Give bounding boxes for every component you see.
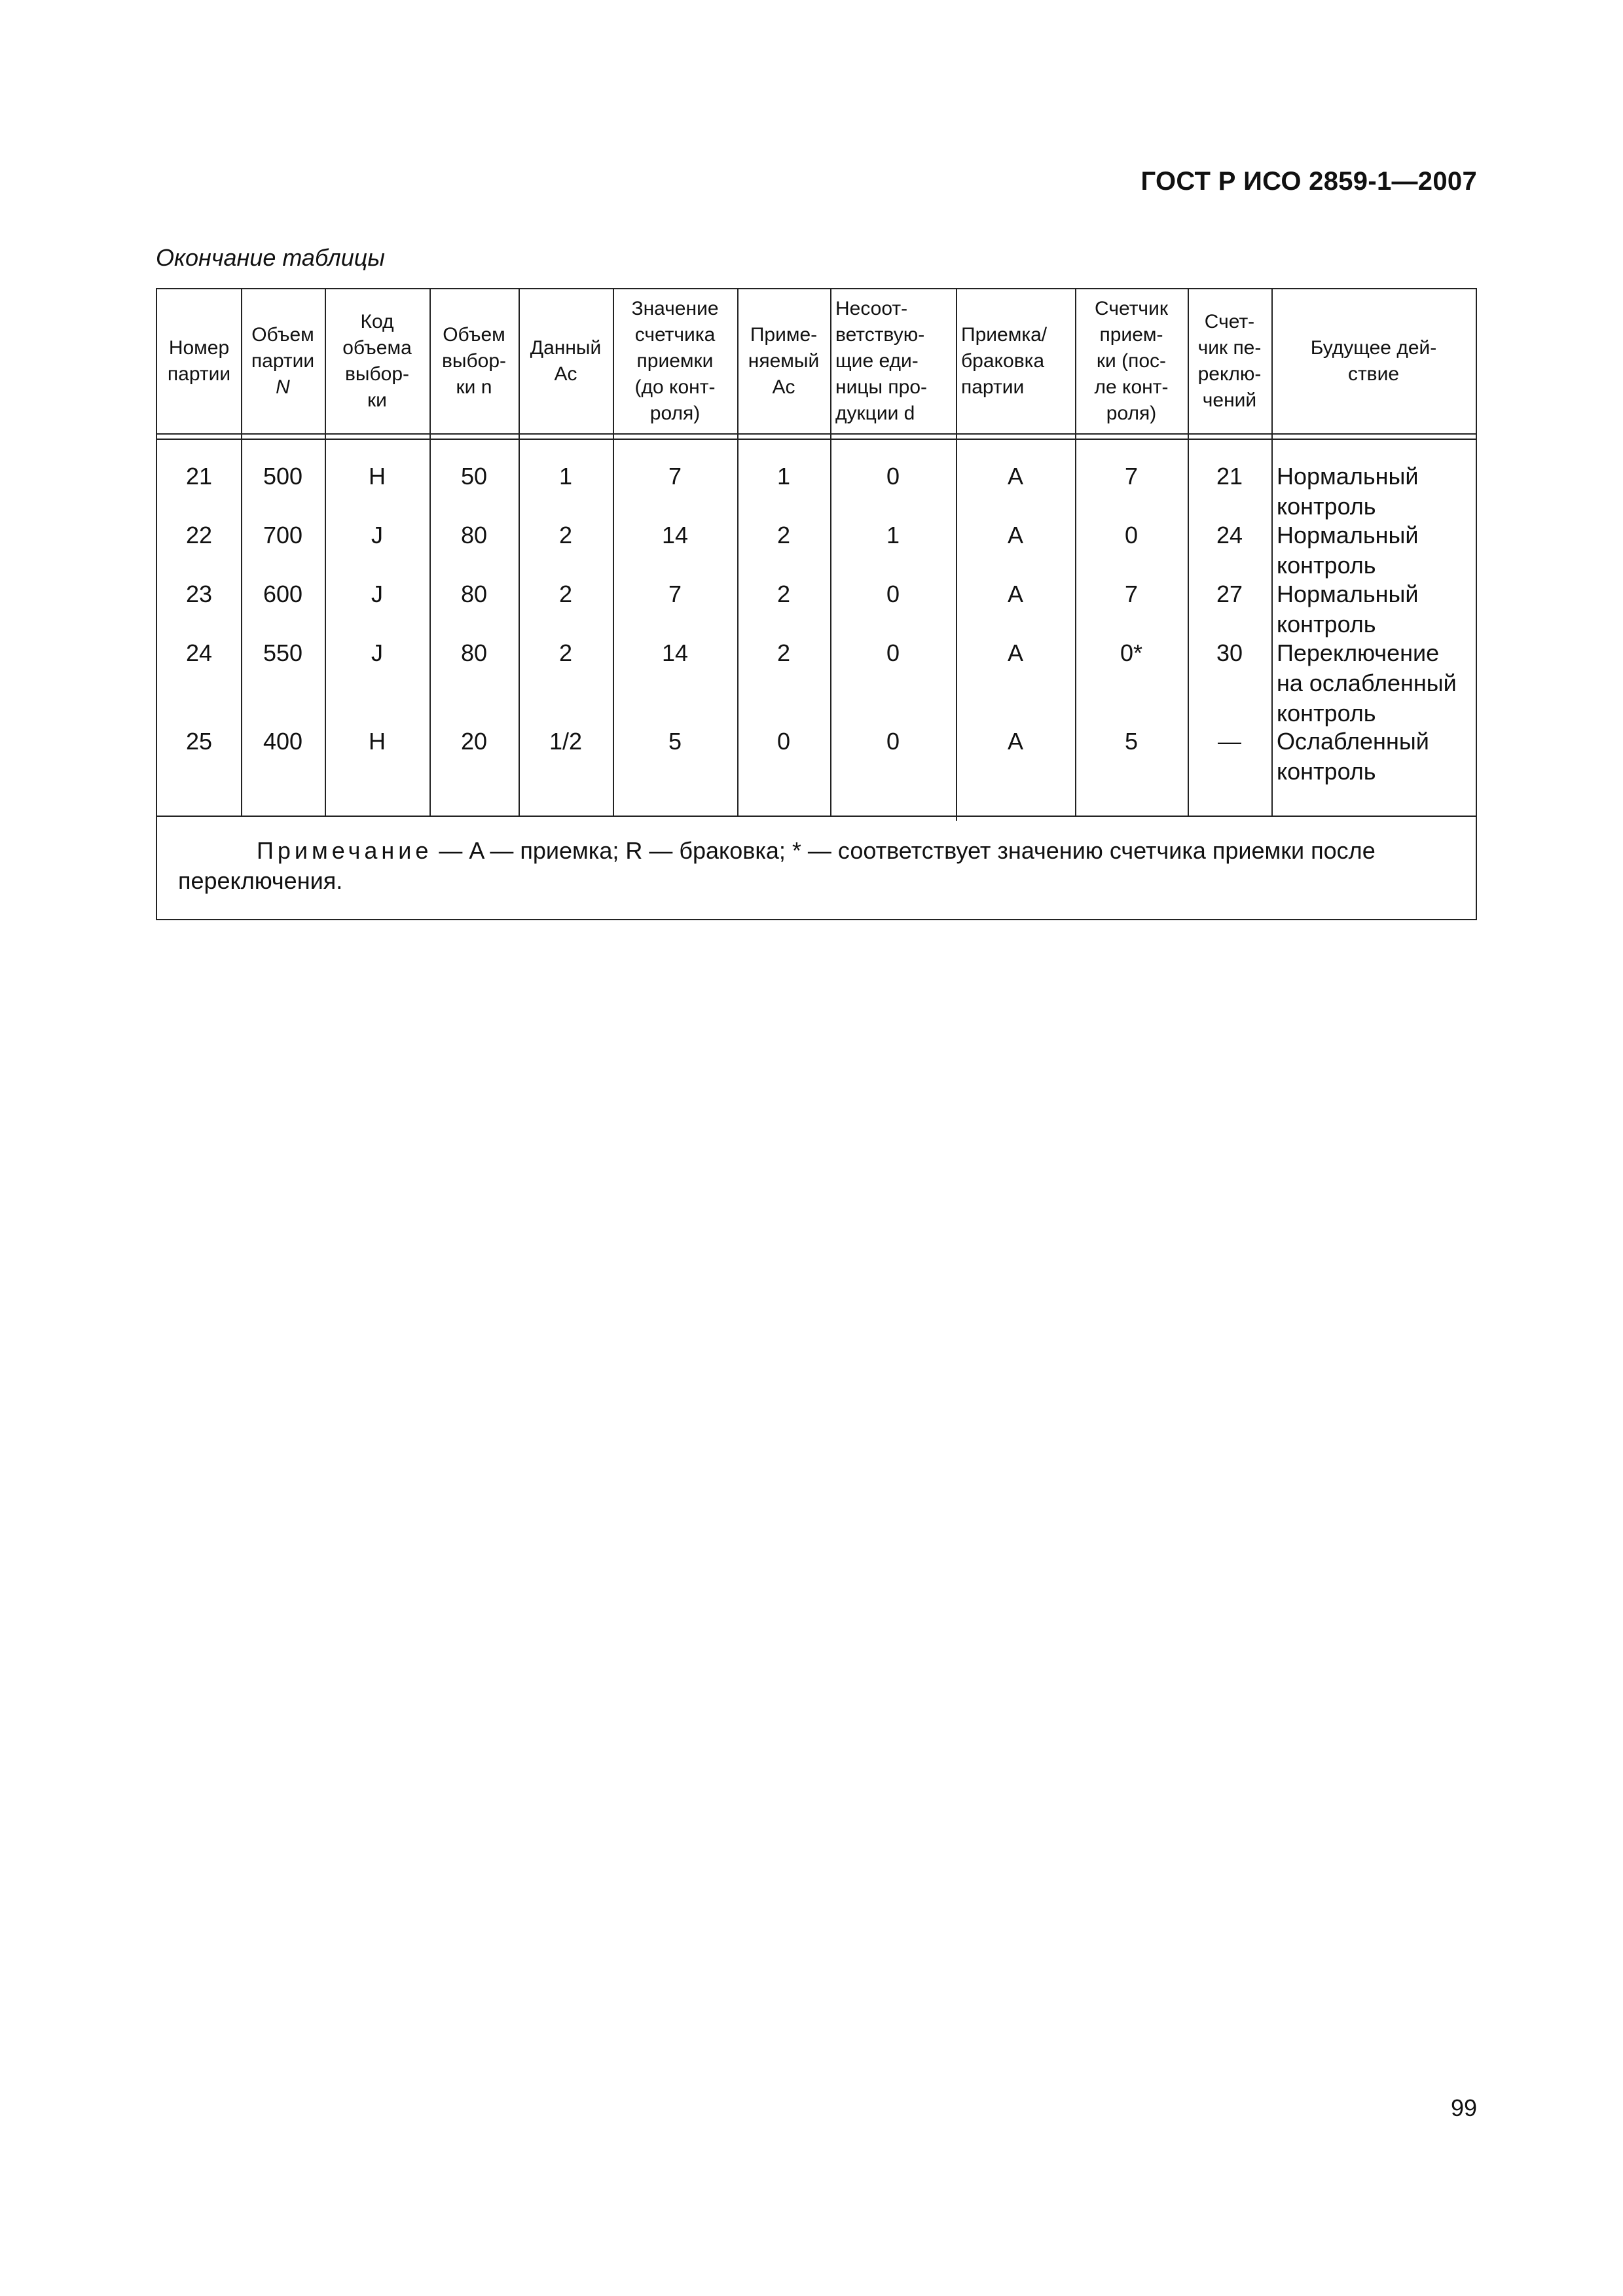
page-number: 99 [1450,2094,1477,2121]
table-cell-code: H [369,728,386,755]
note-label: Примечание [257,837,433,864]
table-cell-given-ac: 1/2 [549,728,583,755]
table-cell-counter-after: 0 [1124,522,1139,548]
table-cell-future-action [1277,579,1473,639]
table-cell-applied-ac: 1 [776,463,791,490]
table-cell-given-ac: 2 [558,581,573,607]
table-cell-counter-after: 7 [1124,581,1139,607]
table-cell-code: H [369,463,386,490]
table-cell-applied-ac: 2 [776,522,791,548]
table-cell-lot-size: 550 [263,639,303,666]
col-header-counter-after: Счетчик прием- ки (пос- ле конт- роля) [1094,298,1169,424]
table-cell-decision: A [1007,581,1023,607]
table-cell-switch-counter: — [1218,728,1241,755]
col-header-counter-before: Значение счетчика приемки (до конт- роля) [631,298,719,424]
table-cell-counter-after: 0* [1120,639,1143,666]
note-text: — A — приемка; R — браковка; * — соответствует значению счетчика приемки после переключения. [178,837,1376,894]
table-cell-lot-size: 500 [263,463,303,490]
table-cell-batch: 25 [185,728,213,755]
col-header-applied-ac: Приме- няемый Ac [748,324,820,398]
table-cell-counter-before: 14 [661,639,689,666]
action-line: на ослабленный [1277,670,1457,696]
action-line: Нормальный [1277,463,1419,490]
note-divider [157,816,1476,817]
table-cell-batch: 22 [185,522,213,548]
data-table [156,288,1477,920]
table-cell-applied-ac: 2 [776,581,791,607]
action-line: Нормальный [1277,581,1419,607]
table-cell-counter-after: 7 [1124,463,1139,490]
table-cell-lot-size: 600 [263,581,303,607]
table-cell-lot-size: 700 [263,522,303,548]
table-cell-counter-before: 5 [668,728,682,755]
col-header-given-ac: Данный Ac [530,337,602,385]
table-cell-future-action [1277,461,1473,522]
table-cell-given-ac: 1 [558,463,573,490]
column-divider [1271,289,1273,816]
action-line: контроль [1277,552,1376,579]
col-header-code: Код объема выбор- ки [342,311,412,411]
table-cell-counter-before: 7 [668,581,682,607]
table-cell-batch: 21 [185,463,213,490]
table-note [178,836,1461,896]
table-cell-code: J [371,639,383,666]
table-cell-code: J [371,581,383,607]
action-line: контроль [1277,758,1376,785]
col-header-lot-size: Объем партии N [251,324,315,398]
table-cell-sample: 20 [460,728,488,755]
table-cell-nonconforming: 0 [886,639,900,666]
table-cell-nonconforming: 1 [886,522,900,548]
table-cell-nonconforming: 0 [886,728,900,755]
table-cell-sample: 50 [460,463,488,490]
table-cell-nonconforming: 0 [886,581,900,607]
table-cell-code: J [371,522,383,548]
table-cell-counter-after: 5 [1124,728,1139,755]
header-divider-top [157,433,1476,435]
table-cell-counter-before: 7 [668,463,682,490]
table-cell-future-action [1277,520,1473,581]
table-cell-lot-size: 400 [263,728,303,755]
table-cell-sample: 80 [460,639,488,666]
table-cell-applied-ac: 0 [776,728,791,755]
table-cell-nonconforming: 0 [886,463,900,490]
col-header-decision: Приемка/ браковка партии [961,324,1048,398]
col-header-nonconforming: Несоот- ветствую- щие еди- ницы про- дукции d [835,298,928,424]
header-divider-bottom [157,439,1476,440]
col-header-sample-size: Объем выбор- ки n [441,324,507,398]
table-caption: Окончание таблицы [156,244,385,271]
table-cell-sample: 80 [460,522,488,548]
table-cell-switch-counter: 21 [1216,463,1243,490]
table-cell-decision: A [1007,728,1023,755]
table-cell-switch-counter: 24 [1216,522,1243,548]
table-cell-switch-counter: 27 [1216,581,1243,607]
col-header-batch: Номер партии [167,337,231,385]
action-line: контроль [1277,611,1376,637]
action-line: Переключение [1277,639,1440,666]
table-cell-sample: 80 [460,581,488,607]
table-cell-switch-counter: 30 [1216,639,1243,666]
action-line: Нормальный [1277,522,1419,548]
table-cell-given-ac: 2 [558,639,573,666]
table-cell-batch: 24 [185,639,213,666]
table-cell-given-ac: 2 [558,522,573,548]
table-cell-decision: A [1007,522,1023,548]
table-cell-counter-before: 14 [661,522,689,548]
action-line: Ослабленный [1277,728,1429,755]
col-header-future-action: Будущее дей- ствие [1310,337,1437,385]
table-cell-future-action [1277,726,1473,787]
table-cell-applied-ac: 2 [776,639,791,666]
table-cell-decision: A [1007,639,1023,666]
table-cell-future-action [1277,638,1473,728]
document-header: ГОСТ Р ИСО 2859-1—2007 [1140,167,1477,196]
action-line: контроль [1277,700,1376,726]
table-cell-batch: 23 [185,581,213,607]
col-header-switch-counter: Счет- чик пе- реклю- чений [1197,311,1262,411]
action-line: контроль [1277,493,1376,520]
table-cell-decision: A [1007,463,1023,490]
